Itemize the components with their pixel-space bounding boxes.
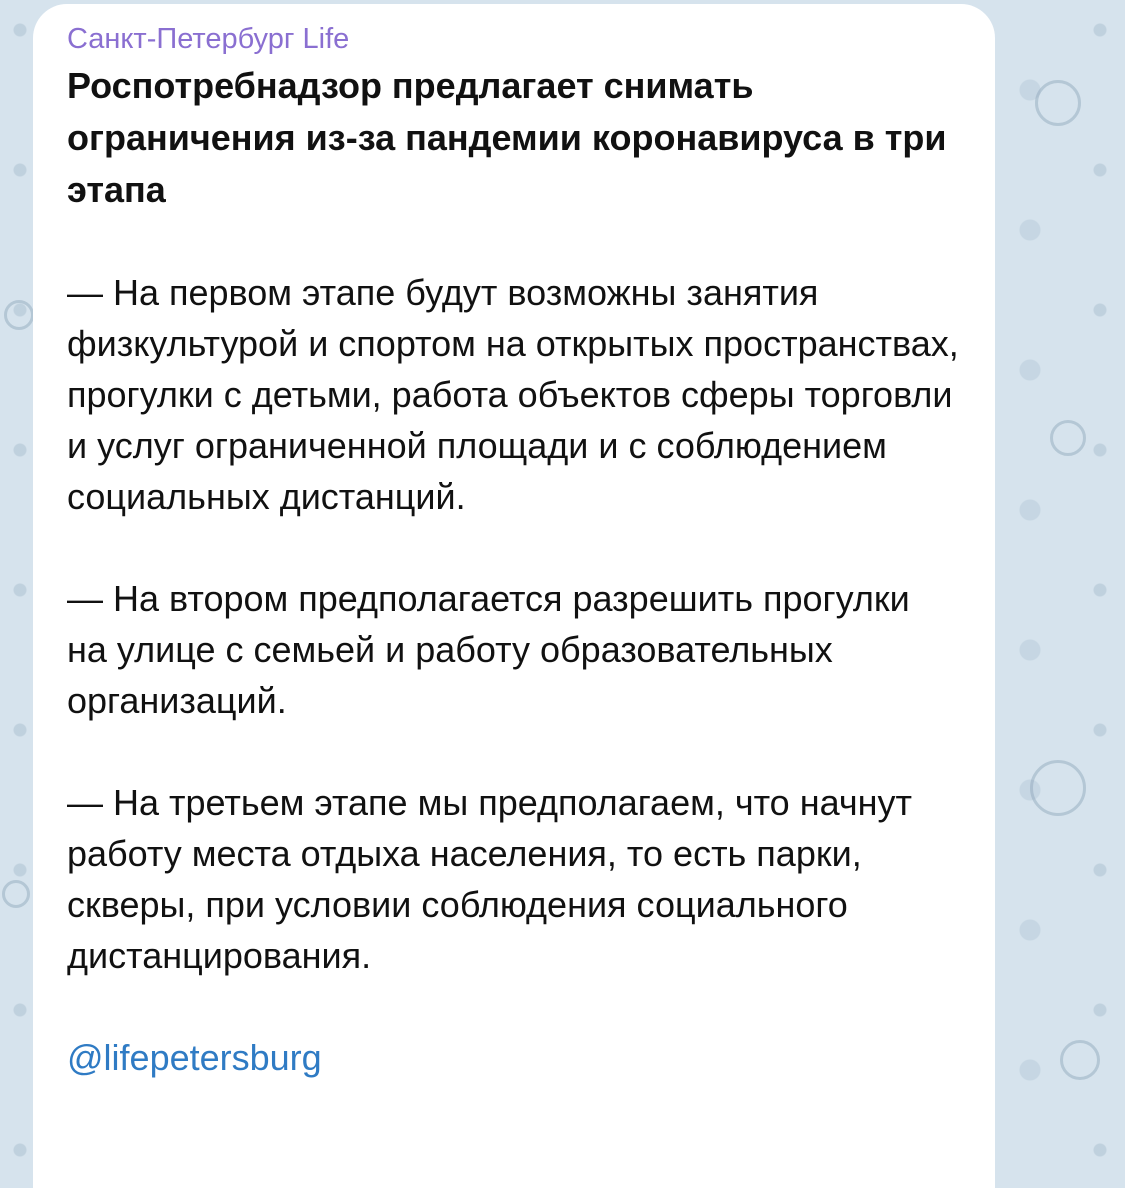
message-paragraph-stage-1: — На первом этапе будут возможны занятия физкультурой и спортом на открытых пространствах, прогулки с детьми, работа объектов сферы торговли и услуг ограниченной площади и с соблюдением социальных дистанций. xyxy=(67,272,959,517)
message-paragraph-stage-3: — На третьем этапе мы предполагаем, что начнут работу места отдыха населения, то есть парки, скверы, при условии соблюдения социального дистанцирования. xyxy=(67,782,912,976)
background-doodle-icon xyxy=(1030,760,1086,816)
background-doodle-icon xyxy=(4,300,34,330)
background-doodle-icon xyxy=(1035,80,1081,126)
background-doodle-icon xyxy=(1050,420,1086,456)
channel-link[interactable]: @lifepetersburg xyxy=(67,1037,322,1078)
background-doodle-icon xyxy=(1060,1040,1100,1080)
background-doodle-icon xyxy=(2,880,30,908)
message-headline: Роспотребнадзор предлагает снимать ограничения из-за пандемии коронавируса в три этапа xyxy=(67,65,947,210)
message-paragraph-stage-2: — На втором предполагается разрешить прогулки на улице с семьей и работу образовательных организаций. xyxy=(67,578,910,721)
message-bubble[interactable] xyxy=(33,4,995,1188)
channel-name[interactable]: Санкт-Петербург Life xyxy=(67,23,350,55)
